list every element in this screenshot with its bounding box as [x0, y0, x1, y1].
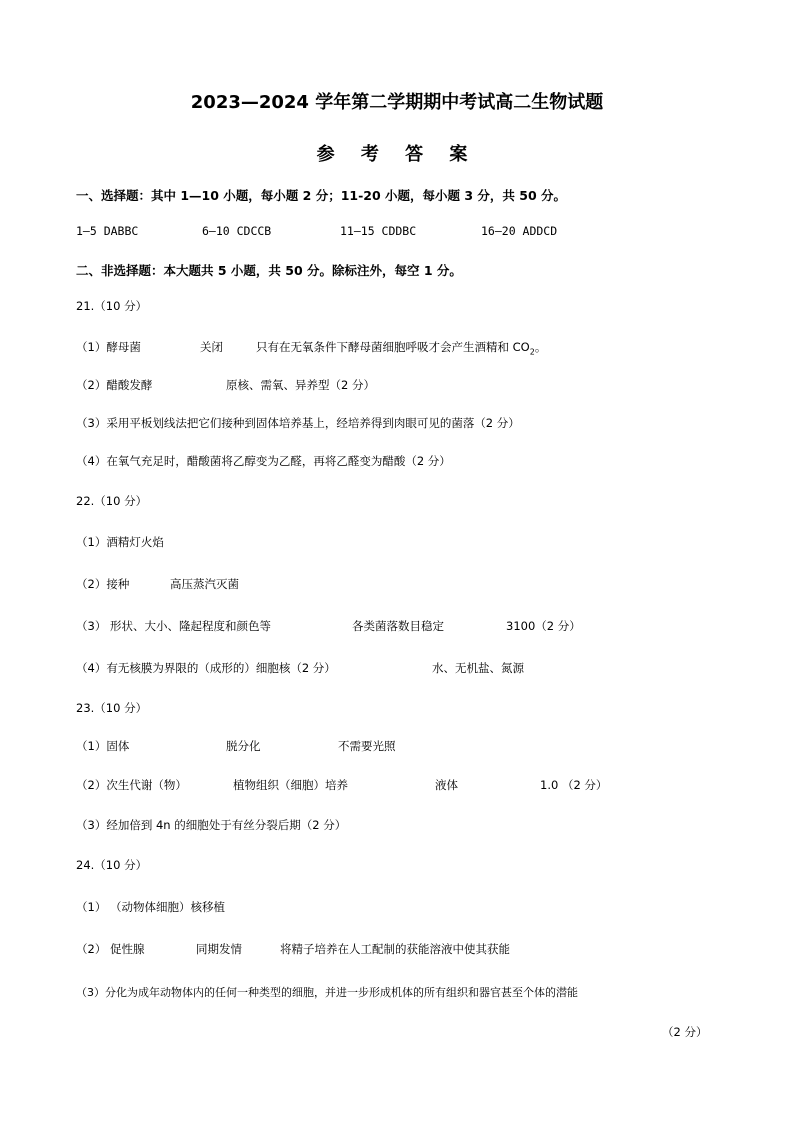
- q23-label: 23.（10 分）: [76, 701, 148, 715]
- q22-4-part1: （4）有无核膜为界限的（成形的）细胞核（2 分）: [76, 661, 336, 675]
- q22-answer-3: [76, 618, 726, 634]
- q24-answer-3-score: （2 分）: [662, 1025, 708, 1039]
- q23-2-part2: 植物组织（细胞）培养: [233, 778, 348, 792]
- answers-16-20: 16—20 ADDCD: [481, 224, 558, 238]
- answers-6-10: 6—10 CDCCB: [202, 224, 272, 238]
- section2-heading: 二、非选择题：本大题共 5 小题，共 50 分。除标注外，每空 1 分。: [76, 263, 462, 278]
- q21-2-part1: （2）醋酸发酵: [76, 378, 153, 392]
- q22-3-part2: 各类菌落数目稳定: [352, 619, 444, 633]
- q23-1-part3: 不需要光照: [338, 739, 396, 753]
- q23-answer-3: （3）经加倍到 4n 的细胞处于有丝分裂后期（2 分）: [76, 818, 347, 832]
- q21-1-end: 。: [534, 340, 547, 354]
- q23-answer-2: [76, 777, 726, 793]
- q24-2-part2: 同期发情: [196, 942, 242, 956]
- q21-answer-3: （3）采用平板划线法把它们接种到固体培养基上，经培养得到肉眼可见的菌落（2 分）: [76, 416, 520, 430]
- q24-answer-3: （3）分化为成年动物体内的任何一种类型的细胞，并进一步形成机体的所有组织和器官甚至个体的潜能: [76, 986, 578, 999]
- answers-11-15: 11—15 CDDBC: [340, 224, 417, 238]
- q23-2-part3: 液体: [435, 778, 458, 792]
- q21-answer-2: [76, 377, 726, 393]
- q24-label: 24.（10 分）: [76, 858, 148, 872]
- q22-4-part2: 水、无机盐、氮源: [432, 661, 524, 675]
- q21-2-part2: 原核、需氧、异养型（2 分）: [226, 378, 375, 392]
- page-subtitle: 参 考 答 案: [316, 144, 478, 165]
- q23-2-part4: 1.0 （2 分）: [540, 778, 608, 792]
- q23-1-part1: （1）固体: [76, 739, 130, 753]
- answers-1-5: 1—5 DABBC: [76, 224, 139, 238]
- q22-answer-2: [76, 576, 726, 592]
- q23-answer-1: [76, 738, 726, 754]
- q24-2-part1: （2） 促性腺: [76, 942, 145, 956]
- q22-2-part1: （2）接种: [76, 577, 130, 591]
- q24-answer-1: （1） （动物体细胞）核移植: [76, 900, 225, 914]
- q22-answer-4: [76, 660, 726, 676]
- q21-answer-4: （4）在氧气充足时，醋酸菌将乙醇变为乙醛，再将乙醛变为醋酸（2 分）: [76, 454, 451, 468]
- q22-label: 22.（10 分）: [76, 494, 148, 508]
- q23-1-part2: 脱分化: [226, 739, 261, 753]
- q24-answer-2: [76, 941, 726, 957]
- section1-heading: 一、选择题：其中 1—10 小题，每小题 2 分；11-20 小题，每小题 3 分，共 50 分。: [76, 188, 567, 203]
- q22-3-part3: 3100（2 分）: [506, 619, 581, 633]
- q21-answer-1: [76, 339, 726, 355]
- q22-2-part2: 高压蒸汽灭菌: [170, 577, 239, 591]
- q22-3-part1: （3） 形状、大小、隆起程度和颜色等: [76, 619, 271, 633]
- q21-1-part2: 关闭: [200, 340, 223, 354]
- choice-answers: [76, 224, 716, 240]
- q23-2-part1: （2）次生代谢（物）: [76, 778, 187, 792]
- q21-label: 21.（10 分）: [76, 299, 148, 313]
- q21-1-part1: （1）酵母菌: [76, 340, 141, 354]
- q21-1-text: 只有在无氧条件下酵母菌细胞呼吸才会产生酒精和 CO: [256, 340, 530, 354]
- q24-2-part3: 将精子培养在人工配制的获能溶液中使其获能: [280, 942, 510, 956]
- page-title: 2023—2024 学年第二学期期中考试高二生物试题: [190, 92, 604, 113]
- q21-1-part3: [256, 339, 546, 356]
- q21-1-subscript: 2: [529, 347, 535, 357]
- q22-answer-1: （1）酒精灯火焰: [76, 535, 164, 549]
